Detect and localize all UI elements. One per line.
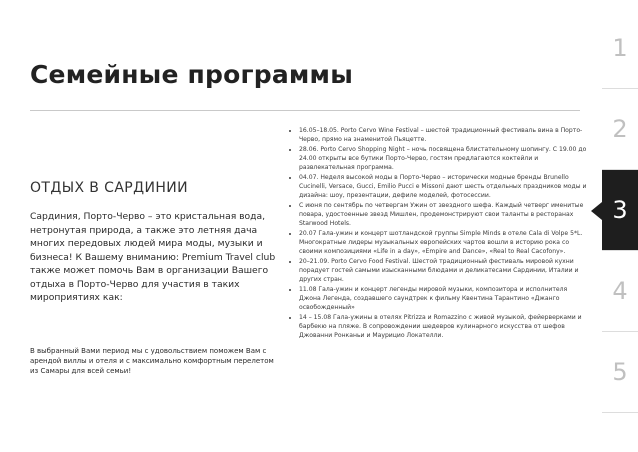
nav-tab-4[interactable]: 4 <box>602 251 638 332</box>
event-item: • 28.06. Porto Cervo Shopping Night – ночь посвящена блистательному шопингу. С 19.00 до 24.00 открыты все бутики Порто-Черво, гостям предлагаются коктейли и развлекательная программа. <box>299 145 589 172</box>
page-navigation <box>602 8 638 413</box>
title-divider <box>30 110 580 111</box>
event-item: • 20–21.09. Porto Cervo Food Festival. Шестой традиционный фестиваль мировой кухни порадует гостей самыми изысканными блюдами и деликатесами Сардинии, Италии и других стран. <box>299 257 589 284</box>
booking-note: В выбранный Вами период мы с удовольствием поможем Вам с арендой виллы и отеля и с максимально комфортным перелетом из Самары для всей семьи! <box>30 347 274 375</box>
event-item: • 11.08 Гала-ужин и концерт легенды мировой музыки, композитора и исполнителя Джона Легенда, создавшего саундтрек к фильму Квентина Тарантино «Джанго освобожденный» <box>299 285 589 312</box>
nav-tab-3[interactable]: 3 <box>602 170 638 251</box>
intro-paragraph: Сардиния, Порто-Черво – это кристальная вода, нетронутая природа, а также это летняя дача многих передовых людей мира моды, музыки и бизнеса! К Вашему вниманию: Premium Travel club также может помочь Вам в организации Вашего отдыха в Порто-Черво для участия в таких мироприятиях как: <box>30 211 276 303</box>
event-item: • 20.07 Гала-ужин и концерт шотландской группы Simple Minds в отеле Cala di Volpe 5*L. Многократные лидеры музыкальных европейских чартов вошли в историю рока со своими композициями «Life in a day», «Empire and Dance», «Real to Real Cacofony». <box>299 229 589 256</box>
event-item: • 14 – 15.08 Гала-ужины в отелях Pitrizza и Romazzino с живой музыкой, фейерверками и барбекю на пляже. В сопровождении шедевров кулинарного искусства от шефов Джованни Ронканьи и Маурицио Локателли. <box>299 313 589 340</box>
event-item: • 04.07. Неделя высокой моды в Порто-Черво – исторически модные бренды Brunello Cucinelli, Versace, Gucci, Emilio Pucci е Missoni дают шесть отдельных праздников моды и дизайна: шоу, презентации, дефиле моделей, фотосессии. <box>299 173 589 200</box>
section-heading: ОТДЫХ В САРДИНИИ <box>30 180 189 196</box>
active-tab-pointer-icon <box>591 202 602 220</box>
event-item: • С июня по сентябрь по четвергам Ужин от звездного шефа. Каждый четверг именитые повара, удостоенные звезд Мишлен, продемонстрируют свои таланты в ресторанах Starwood Hotels. <box>299 201 589 228</box>
nav-tab-2[interactable]: 2 <box>602 89 638 170</box>
nav-tab-1[interactable]: 1 <box>602 8 638 89</box>
nav-tab-5[interactable]: 5 <box>602 332 638 413</box>
events-list <box>287 126 589 341</box>
page-title: Семейные программы <box>30 60 353 89</box>
event-item: • 16.05–18.05. Porto Cervo Wine Festival – шестой традиционный фестиваль вина в Порто-Черво, прямо на знаменитой Пьяцетте. <box>299 126 589 144</box>
